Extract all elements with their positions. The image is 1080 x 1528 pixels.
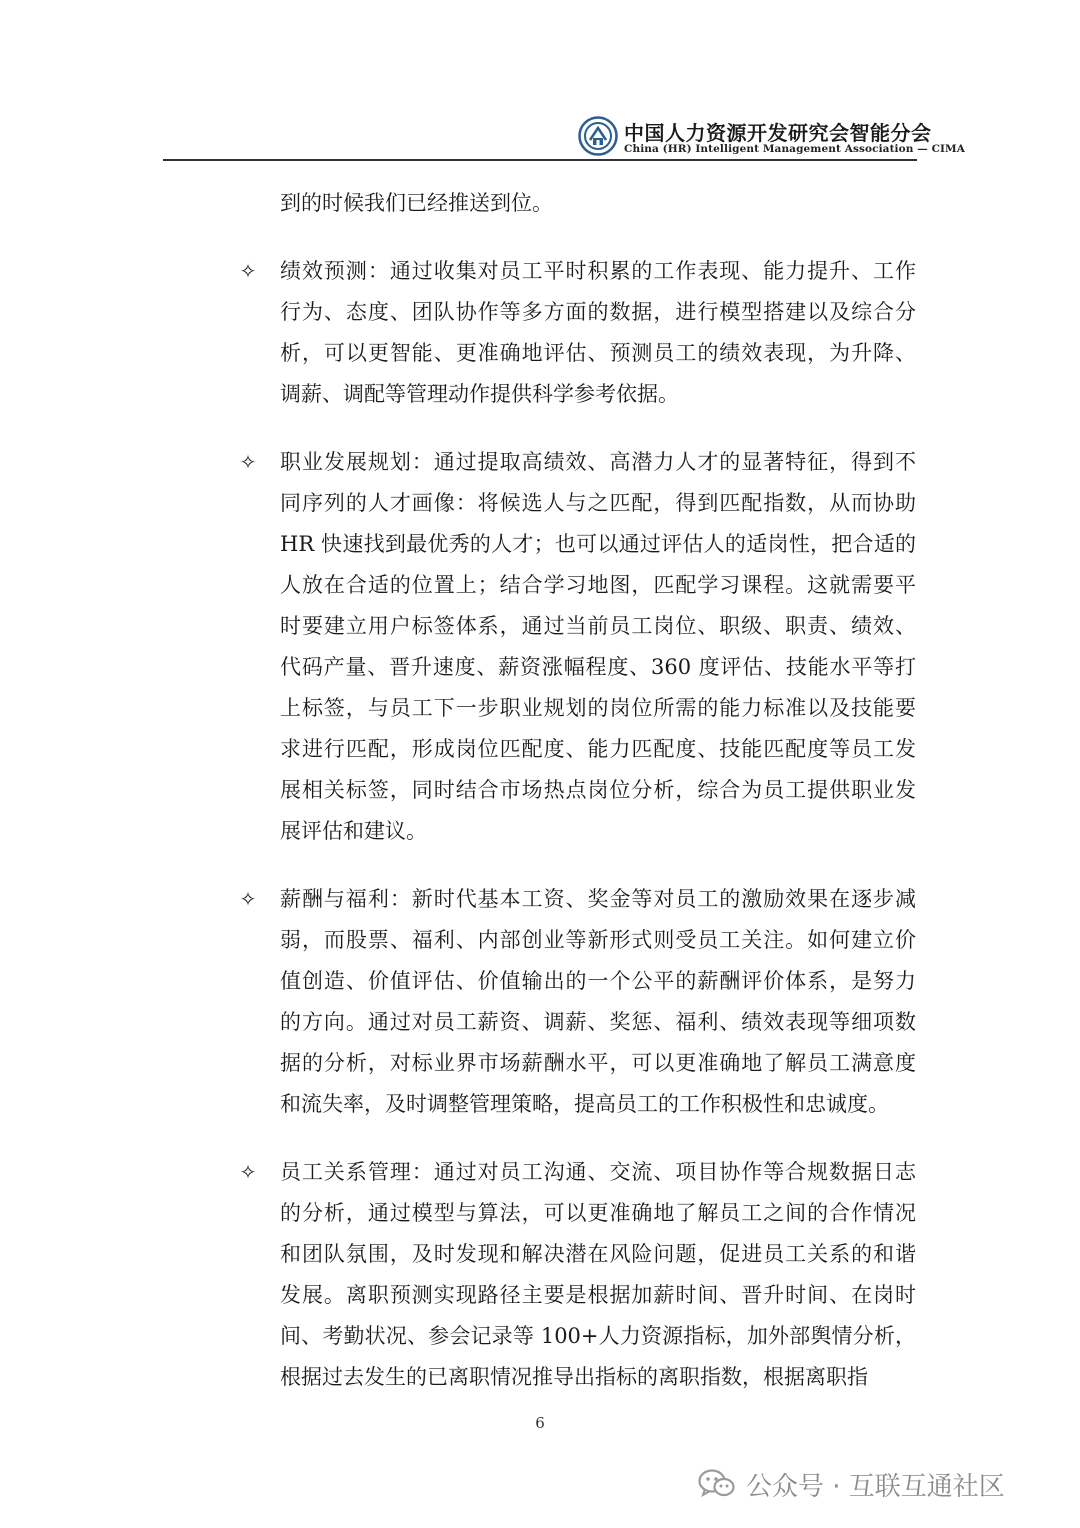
text-line: 值创造、价值评估、价值输出的一个公平的薪酬评价体系，是努力	[280, 969, 916, 993]
document-body	[236, 183, 916, 1425]
text-line: 据的分析，对标业界市场薪酬水平，可以更准确地了解员工满意度	[280, 1051, 916, 1075]
text-line: 薪酬与福利：新时代基本工资、奖金等对员工的激励效果在逐步减	[280, 887, 916, 911]
text-line: 职业发展规划：通过提取高绩效、高潜力人才的显著特征，得到不	[280, 450, 916, 474]
text-line: 展相关标签，同时结合市场热点岗位分析，综合为员工提供职业发	[280, 778, 916, 802]
text-line: 根据过去发生的已离职情况推导出指标的离职指数，根据离职指	[280, 1365, 868, 1389]
bullet-item	[236, 1152, 916, 1398]
text-line: 行为、态度、团队协作等多方面的数据，进行模型搭建以及综合分	[280, 300, 916, 324]
bullet-diamond-icon: ✧	[239, 259, 257, 283]
organization-name: 中国人力资源开发研究会智能分会	[624, 121, 932, 145]
text-line: 调薪、调配等管理动作提供科学参考依据。	[280, 382, 679, 406]
text-line: 代码产量、晋升速度、薪资涨幅程度、360 度评估、技能水平等打	[280, 655, 916, 679]
text-line: HR 快速找到最优秀的人才；也可以通过评估人的适岗性，把合适的	[280, 532, 916, 556]
cima-logo-icon	[578, 116, 618, 156]
continued-paragraph	[236, 183, 916, 224]
page-number: 6	[535, 1414, 545, 1432]
text-line: 析，可以更智能、更准确地评估、预测员工的绩效表现，为升降、	[280, 341, 916, 365]
text-line: 的分析，通过模型与算法，可以更准确地了解员工之间的合作情况	[280, 1201, 916, 1225]
bullet-diamond-icon: ✧	[239, 450, 257, 474]
text-line: 员工关系管理：通过对员工沟通、交流、项目协作等合规数据日志	[280, 1160, 916, 1184]
watermark	[698, 1460, 1005, 1508]
text-line: 的方向。通过对员工薪资、调薪、奖惩、福利、绩效表现等细项数	[280, 1010, 916, 1034]
bullet-diamond-icon: ✧	[239, 1160, 257, 1184]
bullet-item	[236, 442, 916, 852]
text-line: 到的时候我们已经推送到位。	[280, 191, 553, 215]
page-header	[0, 0, 1080, 165]
wechat-icon	[698, 1468, 736, 1500]
text-line: 间、考勤状况、参会记录等 100+人力资源指标，加外部舆情分析，	[280, 1324, 916, 1348]
bullet-item	[236, 879, 916, 1125]
text-line: 同序列的人才画像：将候选人与之匹配，得到匹配指数，从而协助	[280, 491, 916, 515]
bullet-item	[236, 251, 916, 415]
organization-name-english: China (HR) Intelligent Management Association — CIMA	[624, 143, 966, 155]
text-line: 弱，而股票、福利、内部创业等新形式则受员工关注。如何建立价	[280, 928, 916, 952]
text-line: 人放在合适的位置上；结合学习地图，匹配学习课程。这就需要平	[280, 573, 916, 597]
text-line: 和流失率，及时调整管理策略，提高员工的工作积极性和忠诚度。	[280, 1092, 889, 1116]
watermark-text: 公众号 · 互联互通社区	[746, 1471, 1005, 1502]
header-divider	[163, 159, 917, 161]
text-line: 和团队氛围，及时发现和解决潜在风险问题，促进员工关系的和谐	[280, 1242, 916, 1266]
text-line: 发展。离职预测实现路径主要是根据加薪时间、晋升时间、在岗时	[280, 1283, 916, 1307]
text-line: 求进行匹配，形成岗位匹配度、能力匹配度、技能匹配度等员工发	[280, 737, 916, 761]
text-line: 绩效预测：通过收集对员工平时积累的工作表现、能力提升、工作	[280, 259, 916, 283]
text-line: 上标签，与员工下一步职业规划的岗位所需的能力标准以及技能要	[280, 696, 916, 720]
text-line: 时要建立用户标签体系，通过当前员工岗位、职级、职责、绩效、	[280, 614, 916, 638]
text-line: 展评估和建议。	[280, 819, 427, 843]
bullet-diamond-icon: ✧	[239, 887, 257, 911]
